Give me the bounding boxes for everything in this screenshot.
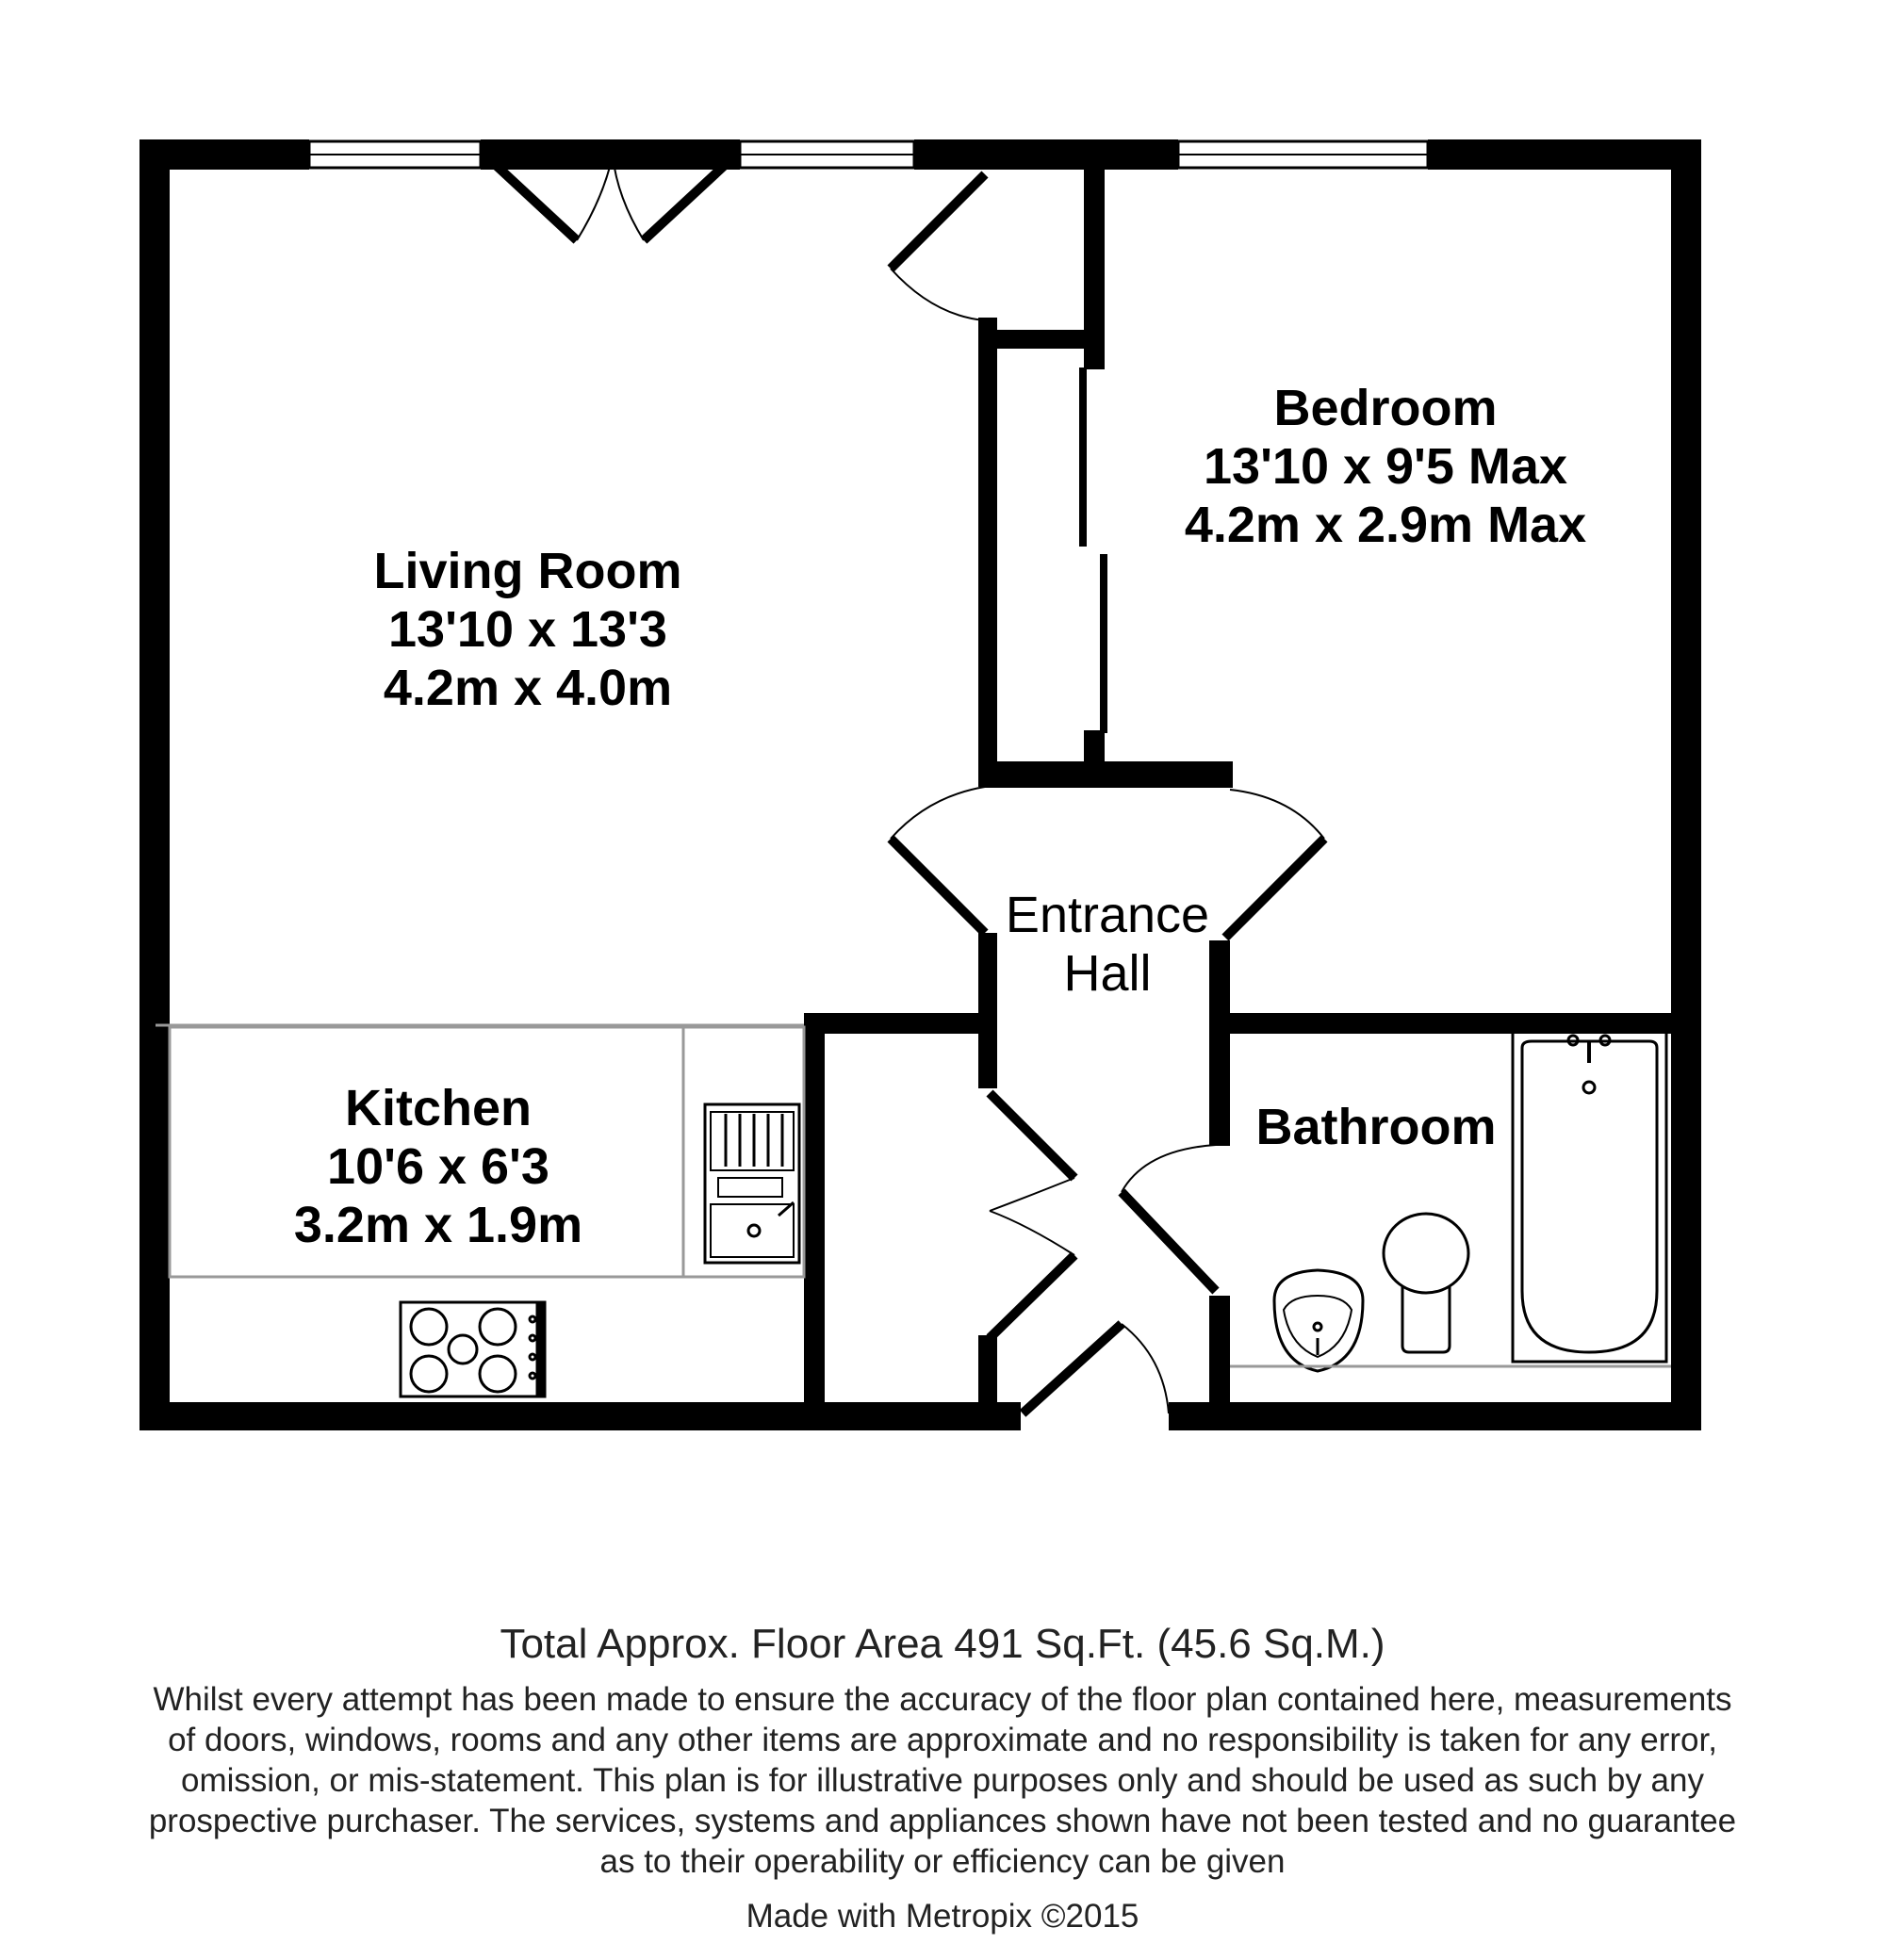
entrance-hall-label: [990, 886, 1225, 1003]
hall-top-wall-tab: [1206, 761, 1233, 788]
kitchen-label: [250, 1079, 627, 1254]
disclaimer: [0, 1679, 1885, 1882]
divider-wall-upper: [1084, 160, 1105, 369]
worktop-side: [683, 1027, 804, 1277]
hall-left-wall-lower: [978, 1335, 997, 1415]
bathroom-name: Bathroom: [1255, 1099, 1497, 1155]
outer-wall-top-center: [914, 139, 1178, 170]
entrance-hall-line1: Entrance: [1005, 887, 1210, 943]
total-floor-area: Total Approx. Floor Area 491 Sq.Ft. (45.6 Sq.M.): [500, 1621, 1385, 1667]
kitchen-metric: 3.2m x 1.9m: [293, 1197, 583, 1253]
kitchen-name: Kitchen: [344, 1080, 533, 1136]
outer-wall-top-right: [1428, 139, 1701, 170]
windows: [309, 141, 1428, 168]
living-room-label: [311, 542, 745, 717]
kitchen-top-wall-small: [804, 1013, 983, 1034]
bedroom-metric: 4.2m x 2.9m Max: [1184, 497, 1587, 553]
kitchen-right-wall: [804, 1013, 825, 1409]
bedroom-label: [1150, 379, 1621, 554]
disclaimer-line: omission, or mis-statement. This plan is for illustrative purposes only and should be used as such by any: [181, 1762, 1704, 1799]
bedroom-imperial: 13'10 x 9'5 Max: [1204, 438, 1567, 495]
toilet: [1384, 1214, 1468, 1352]
outer-wall-right: [1671, 139, 1701, 1430]
metropix-credit: Made with Metropix ©2015: [746, 1898, 1139, 1935]
living-room-name: Living Room: [373, 543, 682, 599]
cupboard-wall-left-upper: [978, 318, 997, 787]
living-room-imperial: 13'10 x 13'3: [388, 601, 667, 658]
basin: [1274, 1270, 1363, 1371]
hall-top-wall: [980, 761, 1233, 788]
closet-slider-2: [1100, 554, 1107, 733]
bedroom-name: Bedroom: [1273, 380, 1498, 436]
cupboard-wall-top: [978, 330, 1096, 349]
outer-wall-bottom-right: [1169, 1402, 1701, 1430]
disclaimer-line: of doors, windows, rooms and any other items are approximate and no responsibility is taken for any error,: [168, 1722, 1717, 1758]
entrance-hall-line2: Hall: [1063, 945, 1152, 1002]
hob: [401, 1302, 545, 1396]
disclaimer-line: prospective purchaser. The services, systems and appliances shown have not been tested and no guarantee: [148, 1803, 1737, 1839]
bathroom-label: [1235, 1098, 1517, 1156]
kitchen-imperial: 10'6 x 6'3: [327, 1138, 549, 1195]
bathroom-left-wall-lower: [1209, 1296, 1230, 1418]
disclaimer-line: Whilst every attempt has been made to ensure the accuracy of the floor plan contained here, measurements: [153, 1681, 1732, 1718]
sink-unit: [705, 1104, 799, 1263]
outer-wall-bottom-left: [139, 1402, 1021, 1430]
closet-slider-1: [1079, 368, 1087, 547]
living-room-metric: 4.2m x 4.0m: [383, 660, 673, 716]
bath: [1513, 1032, 1666, 1362]
disclaimer-line: as to their operability or efficiency can be given: [599, 1843, 1286, 1880]
outer-wall-left: [139, 139, 170, 1430]
